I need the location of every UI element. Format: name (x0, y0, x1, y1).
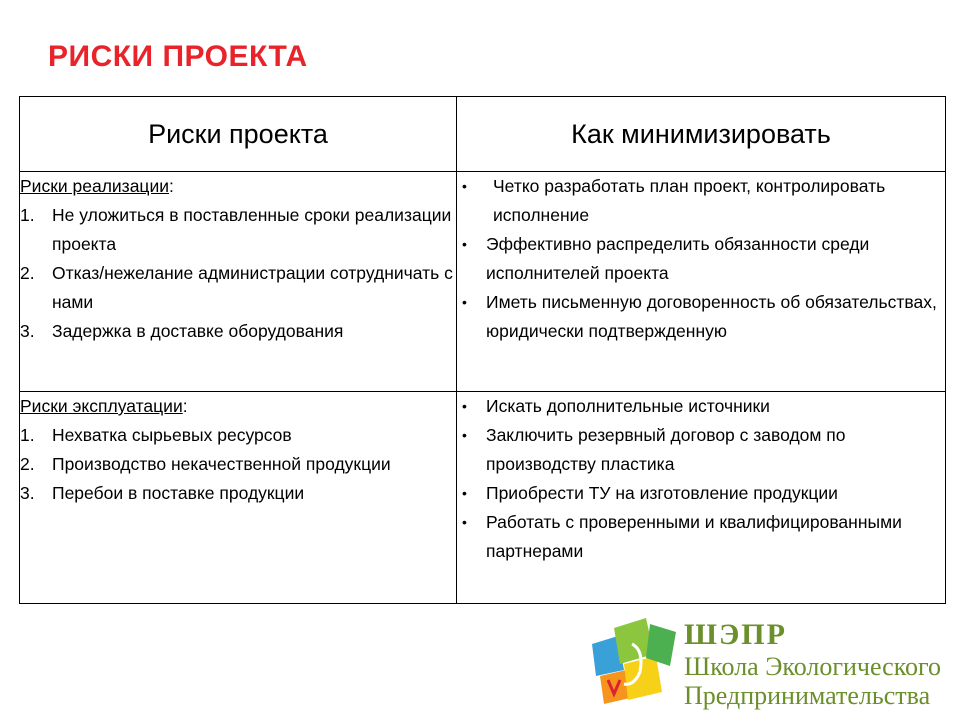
list-item (457, 288, 945, 346)
list-item (20, 479, 456, 508)
logo-abbr: ШЭПР (684, 618, 787, 651)
item-text: Искать дополнительные источники (486, 396, 770, 416)
table-row (20, 172, 946, 392)
bullet-icon: • (462, 485, 467, 501)
item-text: Четко разработать план проект, контролировать исполнение (493, 176, 886, 225)
item-number: 3. (20, 321, 35, 341)
bullet-icon: • (462, 178, 467, 194)
item-text: Перебои в поставке продукции (52, 483, 305, 503)
item-text: Производство некачественной продукции (52, 454, 391, 474)
logo (584, 614, 954, 718)
risk-category-label: Риски реализации (20, 176, 170, 196)
measure-list (457, 392, 945, 566)
list-item (457, 479, 945, 508)
header-minimize: Как минимизировать (457, 97, 946, 172)
measure-list (457, 172, 945, 346)
logo-emblem-icon (584, 614, 684, 714)
list-item (457, 421, 945, 479)
item-number: 2. (20, 263, 35, 283)
logo-line-2: Предпринимательства (684, 681, 931, 710)
item-number: 2. (20, 454, 35, 474)
item-text: Приобрести ТУ на изготовление продукции (486, 483, 838, 503)
risk-category: Риски эксплуатации: (20, 396, 188, 416)
bullet-icon: • (462, 398, 467, 414)
logo-text (684, 618, 941, 710)
logo-line-1: Школа Экологического (684, 652, 942, 681)
list-item (20, 317, 456, 346)
list-item (457, 230, 945, 288)
item-text: Эффективно распределить обязанности среди исполнителей проекта (486, 234, 870, 283)
risk-list (20, 421, 456, 508)
item-text: Нехватка сырьевых ресурсов (52, 425, 292, 445)
measures-cell (457, 172, 946, 392)
item-text: Работать с проверенными и квалифицированными партнерами (486, 512, 902, 561)
item-number: 1. (20, 425, 35, 445)
list-item (20, 201, 456, 259)
list-item (20, 421, 456, 450)
measures-cell (457, 392, 946, 604)
item-text: Заключить резервный договор с заводом по производству пластика (486, 425, 846, 474)
risks-cell (20, 172, 457, 392)
bullet-icon: • (462, 427, 467, 443)
bullet-icon: • (462, 294, 467, 310)
item-text: Иметь письменную договоренность об обязательствах, юридически подтвержденную (486, 292, 937, 341)
list-item (457, 172, 945, 230)
bullet-icon: • (462, 514, 467, 530)
item-number: 1. (20, 205, 35, 225)
risks-cell (20, 392, 457, 604)
list-item (457, 508, 945, 566)
item-text: Отказ/нежелание администрации сотрудничать с нами (52, 263, 453, 312)
risk-category: Риски реализации: (20, 176, 174, 196)
risks-table (19, 96, 946, 604)
risk-list (20, 201, 456, 346)
table-header-row (20, 97, 946, 172)
list-item (20, 450, 456, 479)
list-item (20, 259, 456, 317)
list-item (457, 392, 945, 421)
bullet-icon: • (462, 236, 467, 252)
item-number: 3. (20, 483, 35, 503)
slide-title: РИСКИ ПРОЕКТА (48, 40, 308, 73)
risk-category-label: Риски эксплуатации (20, 396, 183, 416)
header-risks: Риски проекта (20, 97, 457, 172)
table-row (20, 392, 946, 604)
item-text: Не уложиться в поставленные сроки реализации проекта (52, 205, 452, 254)
item-text: Задержка в доставке оборудования (52, 321, 344, 341)
